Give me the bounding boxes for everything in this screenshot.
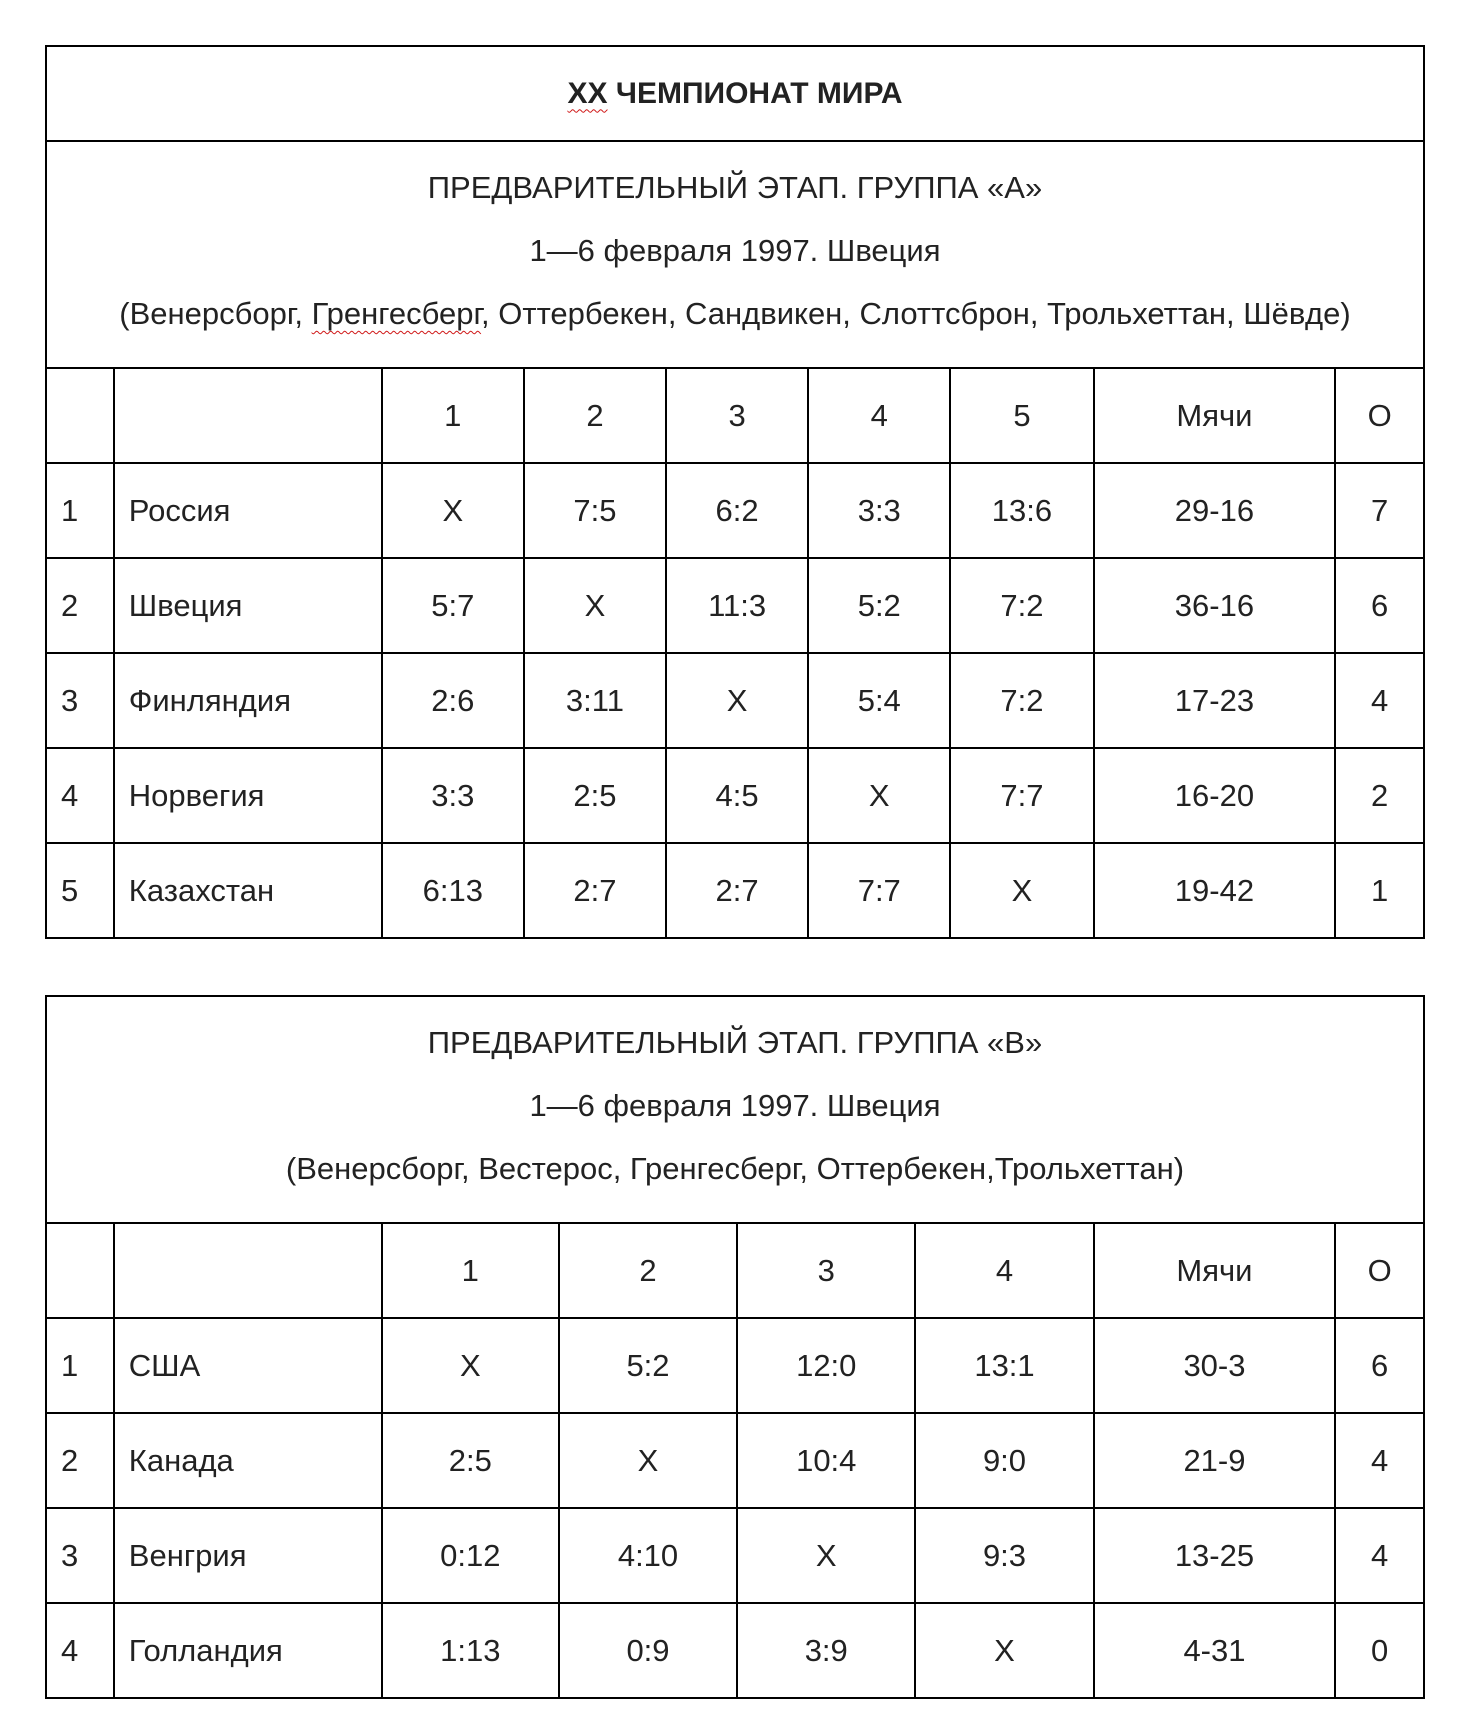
points-cell: 6	[1335, 558, 1424, 653]
column-header: Мячи	[1094, 1223, 1336, 1318]
team-name-cell: США	[114, 1318, 382, 1413]
score-cell: X	[915, 1603, 1093, 1698]
group-b-heading: ПРЕДВАРИТЕЛЬНЫЙ ЭТАП. ГРУППА «В»	[427, 1025, 1043, 1060]
score-cell: 4:10	[559, 1508, 737, 1603]
title-prefix: XX	[567, 76, 608, 110]
points-cell: 4	[1335, 1413, 1424, 1508]
score-cell: 3:3	[808, 463, 950, 558]
score-cell: 2:5	[382, 1413, 559, 1508]
score-cell: 6:2	[666, 463, 808, 558]
group-a-venues	[47, 282, 1423, 345]
score-cell: X	[737, 1508, 915, 1603]
points-cell: 4	[1335, 653, 1424, 748]
score-cell: 5:2	[808, 558, 950, 653]
rank-cell: 2	[46, 1413, 114, 1508]
table-row	[46, 1413, 1424, 1508]
score-cell: 6:13	[382, 843, 524, 938]
column-header: 3	[666, 368, 808, 463]
team-name-cell: Казахстан	[114, 843, 382, 938]
score-cell: 1:13	[382, 1603, 559, 1698]
goals-cell: 19-42	[1094, 843, 1336, 938]
goals-cell: 13-25	[1094, 1508, 1336, 1603]
score-cell: 2:7	[666, 843, 808, 938]
score-cell: 2:5	[524, 748, 666, 843]
score-cell: X	[950, 843, 1093, 938]
venue-flagged: Гренгесберг	[311, 296, 482, 331]
score-cell: 11:3	[666, 558, 808, 653]
score-cell: 5:4	[808, 653, 950, 748]
column-header: 2	[524, 368, 666, 463]
column-header: 2	[559, 1223, 737, 1318]
score-cell: 13:1	[915, 1318, 1093, 1413]
points-cell: 4	[1335, 1508, 1424, 1603]
group-b-header	[46, 996, 1424, 1223]
column-header-row	[46, 368, 1424, 463]
goals-cell: 36-16	[1094, 558, 1336, 653]
rank-cell: 2	[46, 558, 114, 653]
score-cell: 5:2	[559, 1318, 737, 1413]
column-header: О	[1335, 1223, 1424, 1318]
rank-cell: 1	[46, 1318, 114, 1413]
column-header: 1	[382, 368, 524, 463]
column-header: 1	[382, 1223, 559, 1318]
rank-cell: 5	[46, 843, 114, 938]
team-name-cell: Канада	[114, 1413, 382, 1508]
table-row	[46, 1603, 1424, 1698]
score-cell: 4:5	[666, 748, 808, 843]
score-cell: X	[666, 653, 808, 748]
column-header	[114, 1223, 382, 1318]
group-a-header	[46, 141, 1424, 368]
points-cell: 2	[1335, 748, 1424, 843]
score-cell: 7:7	[950, 748, 1093, 843]
team-name-cell: Финляндия	[114, 653, 382, 748]
score-cell: 3:11	[524, 653, 666, 748]
table-row	[46, 653, 1424, 748]
points-cell: 0	[1335, 1603, 1424, 1698]
document	[45, 45, 1425, 1699]
table-row	[46, 1508, 1424, 1603]
rank-cell: 3	[46, 653, 114, 748]
group-a-header-row	[46, 141, 1424, 368]
points-cell: 1	[1335, 843, 1424, 938]
score-cell: 9:3	[915, 1508, 1093, 1603]
score-cell: 12:0	[737, 1318, 915, 1413]
championship-title	[46, 46, 1424, 141]
group-b-header-row	[46, 996, 1424, 1223]
group-b-table	[45, 995, 1425, 1699]
goals-cell: 29-16	[1094, 463, 1336, 558]
score-cell: 7:2	[950, 558, 1093, 653]
column-header: 4	[808, 368, 950, 463]
column-header-row	[46, 1223, 1424, 1318]
venues-part: , Оттербекен, Сандвикен, Слоттсброн, Трольхеттан, Шёвде)	[481, 296, 1351, 331]
rank-cell: 4	[46, 748, 114, 843]
column-header: 5	[950, 368, 1093, 463]
column-header	[46, 1223, 114, 1318]
table-row	[46, 843, 1424, 938]
group-a-dates: 1—6 февраля 1997. Швеция	[529, 233, 941, 268]
column-header: 3	[737, 1223, 915, 1318]
group-a-heading: ПРЕДВАРИТЕЛЬНЫЙ ЭТАП. ГРУППА «А»	[427, 170, 1043, 205]
score-cell: 0:12	[382, 1508, 559, 1603]
points-cell: 6	[1335, 1318, 1424, 1413]
points-cell: 7	[1335, 463, 1424, 558]
score-cell: 0:9	[559, 1603, 737, 1698]
goals-cell: 4-31	[1094, 1603, 1336, 1698]
title-text: ЧЕМПИОНАТ МИРА	[615, 76, 903, 110]
column-header: О	[1335, 368, 1424, 463]
rank-cell: 3	[46, 1508, 114, 1603]
column-header: Мячи	[1094, 368, 1336, 463]
team-name-cell: Швеция	[114, 558, 382, 653]
team-name-cell: Венгрия	[114, 1508, 382, 1603]
column-header: 4	[915, 1223, 1093, 1318]
group-b-dates: 1—6 февраля 1997. Швеция	[529, 1088, 941, 1123]
team-name-cell: Норвегия	[114, 748, 382, 843]
score-cell: 3:9	[737, 1603, 915, 1698]
score-cell: 13:6	[950, 463, 1093, 558]
table-row	[46, 1318, 1424, 1413]
group-a-body	[46, 368, 1424, 938]
goals-cell: 21-9	[1094, 1413, 1336, 1508]
rank-cell: 4	[46, 1603, 114, 1698]
team-name-cell: Голландия	[114, 1603, 382, 1698]
score-cell: 2:6	[382, 653, 524, 748]
rank-cell: 1	[46, 463, 114, 558]
title-row	[46, 46, 1424, 141]
column-header	[114, 368, 382, 463]
score-cell: 10:4	[737, 1413, 915, 1508]
score-cell: X	[559, 1413, 737, 1508]
table-row	[46, 748, 1424, 843]
score-cell: 7:2	[950, 653, 1093, 748]
column-header	[46, 368, 114, 463]
venues-part: (Венерсборг,	[119, 296, 312, 331]
group-b-body	[46, 1223, 1424, 1698]
goals-cell: 16-20	[1094, 748, 1336, 843]
score-cell: 2:7	[524, 843, 666, 938]
score-cell: X	[382, 463, 524, 558]
score-cell: 3:3	[382, 748, 524, 843]
goals-cell: 30-3	[1094, 1318, 1336, 1413]
score-cell: 7:5	[524, 463, 666, 558]
group-b-venues: (Венерсборг, Вестерос, Гренгесберг, Оттербекен,Трольхеттан)	[285, 1151, 1185, 1186]
goals-cell: 17-23	[1094, 653, 1336, 748]
score-cell: 5:7	[382, 558, 524, 653]
group-a-table	[45, 45, 1425, 939]
score-cell: X	[382, 1318, 559, 1413]
table-row	[46, 463, 1424, 558]
score-cell: X	[524, 558, 666, 653]
table-row	[46, 558, 1424, 653]
score-cell: 9:0	[915, 1413, 1093, 1508]
score-cell: X	[808, 748, 950, 843]
score-cell: 7:7	[808, 843, 950, 938]
team-name-cell: Россия	[114, 463, 382, 558]
